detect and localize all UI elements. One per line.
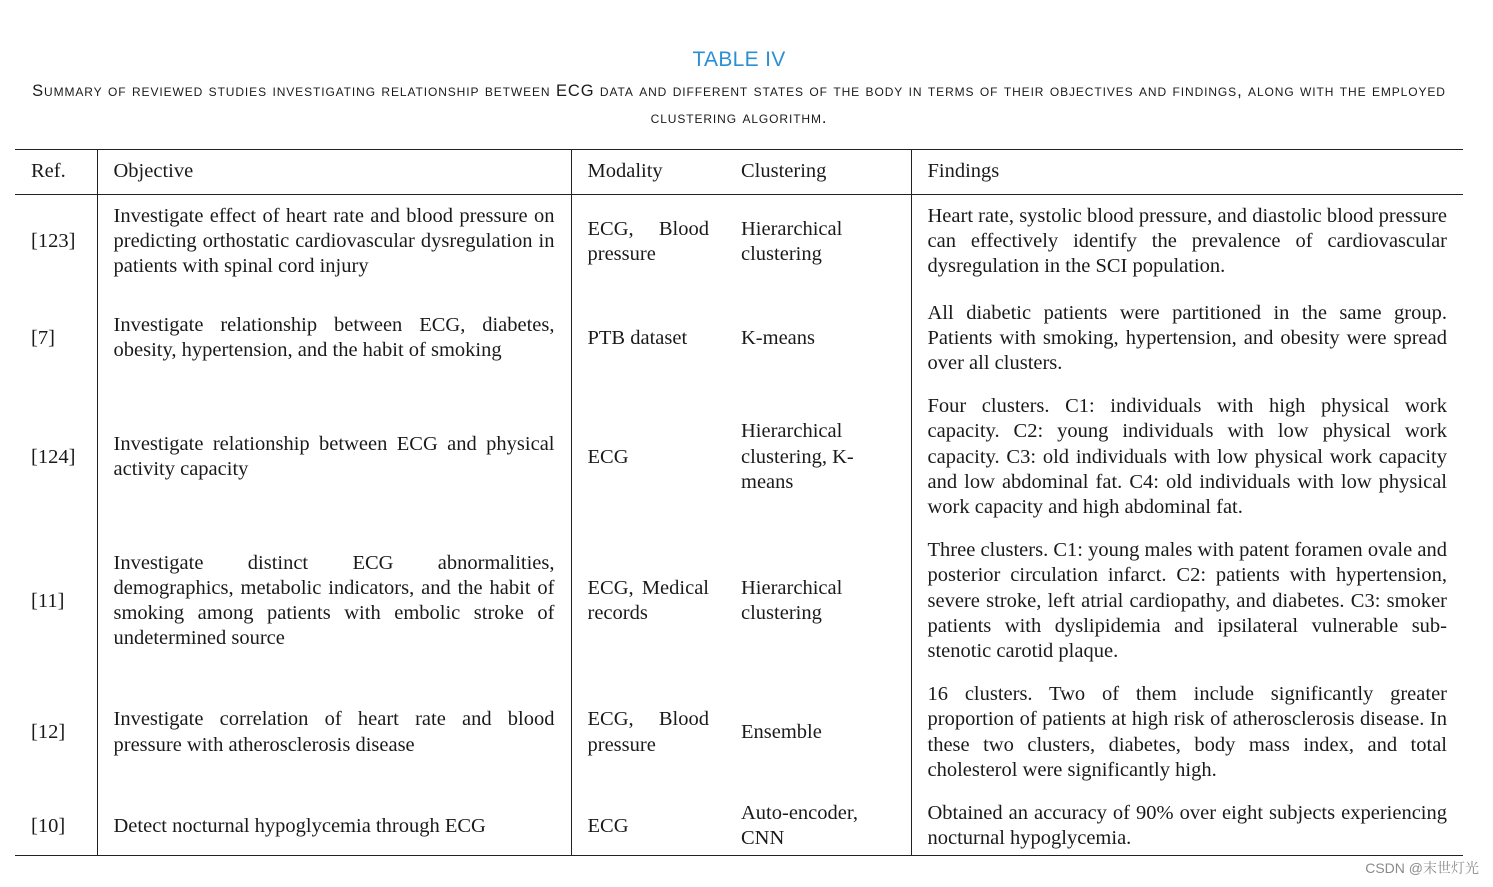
cell-ref: [10]: [15, 793, 97, 856]
watermark: CSDN @末世灯光: [1365, 860, 1479, 876]
header-objective: Objective: [97, 150, 571, 195]
cell-modality: ECG: [587, 445, 629, 468]
cell-objective: Investigate correlation of heart rate and blood pressure with atherosclerosis disease: [97, 674, 571, 793]
header-ref: Ref.: [15, 150, 97, 195]
cell-modality: ECG, Medical records: [587, 577, 709, 625]
cell-clustering: K-means: [725, 293, 911, 387]
cell-ref: [12]: [15, 674, 97, 793]
cell-objective: Detect nocturnal hypoglycemia through ECG: [97, 793, 571, 856]
header-row: [15, 150, 1463, 195]
table-caption: Summary of reviewed studies investigating relationship between ECG data and different states of the body in terms of their objectives and findings, along with the employed clustering algorithm.: [32, 82, 1446, 127]
table-row: [15, 674, 1463, 793]
cell-clustering: Auto-encoder, CNN: [725, 793, 911, 856]
header-modality: Modality: [587, 160, 663, 183]
cell-ref: [124]: [15, 386, 97, 530]
cell-clustering: Hierarchical clustering: [725, 530, 911, 674]
cell-ref: [123]: [15, 195, 97, 293]
table-label: TABLE IV: [692, 48, 786, 71]
cell-findings: 16 clusters. Two of them include significantly greater proportion of patients at high risk of atherosclerosis disease. In these two clusters, diabetes, body mass index, and total cholesterol were significantly high.: [927, 683, 1447, 781]
table-row: [15, 386, 1463, 530]
cell-clustering: Hierarchical clustering, K-means: [725, 386, 911, 530]
cell-findings: Obtained an accuracy of 90% over eight subjects experiencing nocturnal hypoglycemia.: [927, 802, 1447, 850]
cell-modality: ECG: [587, 814, 629, 837]
cell-clustering: Ensemble: [725, 674, 911, 793]
cell-findings: All diabetic patients were partitioned in the same group. Patients with smoking, hypertension, and obesity were spread over all clusters.: [927, 301, 1447, 375]
cell-findings: Three clusters. C1: young males with patent foramen ovale and posterior circulation infarct. C2: patients with hypertension, severe stroke, left atrial cardiopathy, and diabetes. C3: smoker patients with dyslipidemia and ipsilateral vulnerable sub-stenotic carotid plaque.: [927, 539, 1447, 663]
cell-clustering: Hierarchical clustering: [725, 195, 911, 293]
cell-objective: Investigate relationship between ECG, diabetes, obesity, hypertension, and the habit of smoking: [97, 293, 571, 387]
table-row: [15, 530, 1463, 674]
header-findings: Findings: [927, 160, 1000, 183]
cell-ref: [7]: [15, 293, 97, 387]
table-row: [15, 793, 1463, 856]
cell-ref: [11]: [15, 530, 97, 674]
cell-findings: Heart rate, systolic blood pressure, and diastolic blood pressure can effectively identify the prevalence of cardiovascular dysregulation in the SCI population.: [927, 205, 1447, 278]
studies-table: [15, 149, 1463, 856]
cell-modality: ECG, Blood pressure: [587, 217, 709, 265]
header-clustering: Clustering: [725, 150, 911, 195]
table-row: [15, 195, 1463, 293]
cell-findings: Four clusters. C1: individuals with high physical work capacity. C2: young individuals with low physical work capacity. C3: old individuals with low physical work capacity and low abdominal fat. C4: old individuals with low physical work capacity and high abdominal fat.: [927, 395, 1447, 519]
cell-objective: Investigate distinct ECG abnormalities, demographics, metabolic indicators, and the habit of smoking among patients with embolic stroke of undetermined source: [97, 530, 571, 674]
cell-objective: Investigate relationship between ECG and physical activity capacity: [97, 386, 571, 530]
cell-objective: Investigate effect of heart rate and blood pressure on predicting orthostatic cardiovascular dysregulation in patients with spinal cord injury: [97, 195, 571, 293]
table-row: [15, 293, 1463, 387]
cell-modality: ECG, Blood pressure: [587, 708, 709, 756]
cell-modality: PTB dataset: [587, 326, 688, 349]
